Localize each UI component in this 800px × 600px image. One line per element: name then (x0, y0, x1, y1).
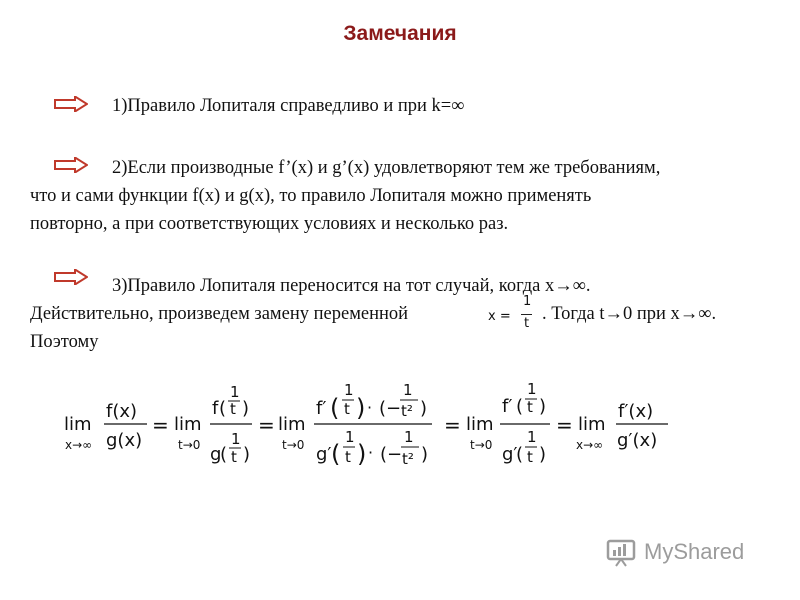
dot: · (368, 443, 374, 462)
paren: ) (421, 444, 429, 465)
arrow-bullet-icon (54, 157, 88, 173)
paren: ( (516, 396, 524, 417)
substitution-formula (488, 294, 536, 338)
remark-2-line-2: что и сами функции f(x) и g(x), то правило Лопиталя можно применять (30, 186, 592, 206)
fraction-bar (521, 314, 532, 315)
equals-sign: = (556, 413, 573, 437)
myshared-logo (606, 536, 766, 570)
one: 1 (231, 430, 241, 448)
t-squared: t² (401, 402, 413, 420)
paren: ( (219, 398, 227, 419)
paren: ( (380, 444, 388, 465)
remark-3-line-3: Поэтому (30, 332, 99, 352)
myshared-logo-icon (606, 538, 638, 568)
g-prime-symbol: g′ (502, 444, 518, 465)
term5-numerator: f′(x) (618, 401, 654, 422)
substitution-numerator: 1 (523, 294, 532, 309)
arrow-bullet-icon (54, 269, 88, 285)
remark-2-line-1: 2)Если производные f’(x) и g’(x) удовлетворяют тем же требованиям, (112, 158, 661, 178)
remark-3-line-1: 3)Правило Лопиталя переносится на тот случай, когда x→∞. (112, 276, 591, 296)
paren: ) (357, 440, 367, 468)
lim-label: lim (64, 414, 92, 435)
t-symbol: t (231, 448, 237, 466)
lim-label: lim (466, 414, 494, 435)
minus: − (386, 398, 402, 419)
one: 1 (345, 428, 355, 446)
lim-subscript: x→∞ (65, 438, 93, 452)
term5-denominator: g′(x) (617, 430, 658, 451)
arrow-bullet-icon (54, 96, 88, 112)
equals-sign: = (152, 413, 169, 437)
f-prime-symbol: f′ (502, 396, 513, 417)
lhopital-substitution-formula (62, 380, 682, 480)
f-prime-symbol: f′ (316, 398, 327, 419)
term1-numerator: f(x) (106, 401, 138, 422)
equals-sign: = (258, 413, 275, 437)
substitution-lhs: x = (488, 309, 511, 324)
one: 1 (230, 383, 240, 401)
substitution-denominator: t (524, 316, 530, 331)
paren: ) (243, 444, 251, 465)
paren: ( (331, 440, 341, 468)
g-prime-symbol: g′ (316, 444, 332, 465)
paren: ) (356, 394, 366, 422)
t-squared: t² (402, 450, 414, 468)
one: 1 (403, 381, 413, 399)
paren: ( (330, 394, 340, 422)
t-symbol: t (345, 448, 351, 466)
one: 1 (527, 380, 537, 398)
paren: ) (539, 396, 547, 417)
t-symbol: t (344, 400, 350, 418)
remark-2-line-3: повторно, а при соответствующих условиях и несколько раз. (30, 214, 509, 234)
lim-subscript: t→0 (282, 438, 305, 452)
paren: ) (420, 398, 428, 419)
remark-3-line-2b: . Тогда t→0 при x→∞. (542, 304, 717, 324)
g-symbol: g (210, 444, 222, 465)
remark-1-text: 1)Правило Лопиталя справедливо и при k=∞ (112, 96, 465, 116)
one: 1 (527, 428, 537, 446)
remark-3-line-2a: Действительно, произведем замену переменной (30, 304, 409, 324)
one: 1 (404, 428, 414, 446)
f-symbol: f (212, 398, 219, 419)
paren: ( (220, 444, 228, 465)
lim-label: lim (174, 414, 202, 435)
logo-text: MyShared (644, 539, 745, 564)
paren: ) (539, 444, 547, 465)
lim-label: lim (278, 414, 306, 435)
t-symbol: t (230, 400, 236, 418)
equals-sign: = (444, 413, 461, 437)
paren: ( (379, 398, 387, 419)
lim-label: lim (578, 414, 606, 435)
one: 1 (344, 381, 354, 399)
dot: · (367, 398, 373, 417)
paren: ( (516, 444, 524, 465)
lim-subscript: x→∞ (576, 438, 604, 452)
page-title: Замечания (343, 22, 457, 45)
paren: ) (242, 398, 250, 419)
minus: − (387, 444, 403, 465)
t-symbol: t (527, 448, 533, 466)
lim-subscript: t→0 (470, 438, 493, 452)
lim-subscript: t→0 (178, 438, 201, 452)
t-symbol: t (527, 398, 533, 416)
term1-denominator: g(x) (106, 430, 143, 451)
